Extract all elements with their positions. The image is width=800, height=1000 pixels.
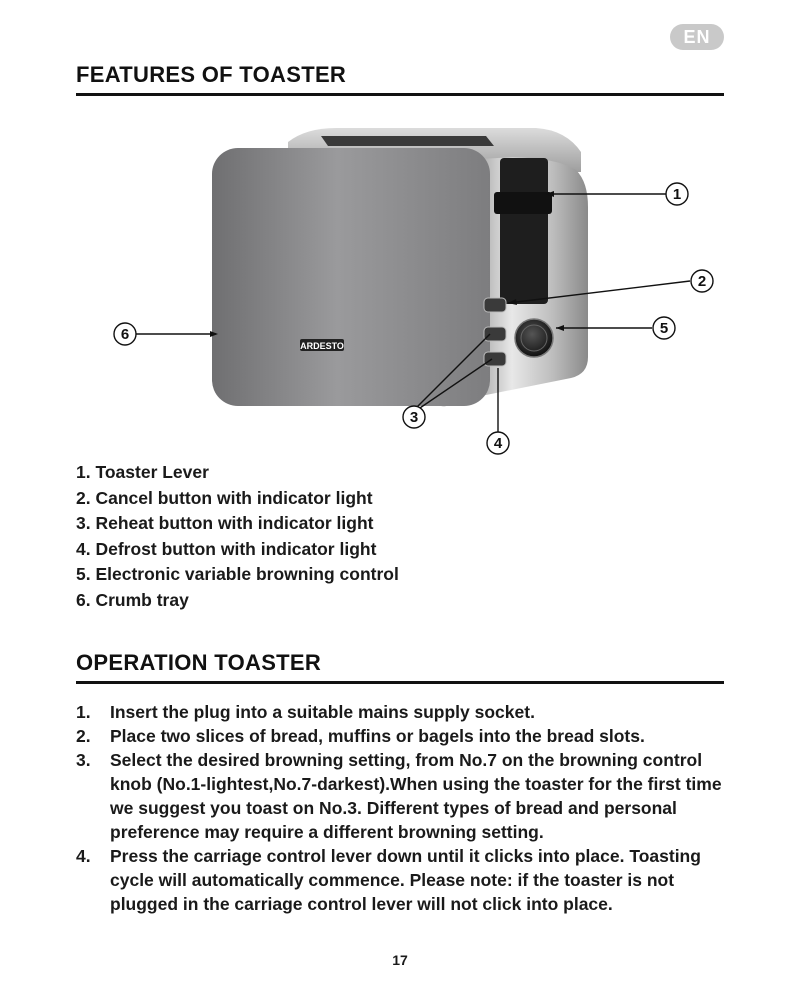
list-item: 5. Electronic variable browning control	[76, 564, 399, 584]
list-item: 2. Cancel button with indicator light	[76, 487, 373, 508]
brand-label: ARDESTO	[300, 341, 344, 351]
callout-5	[653, 317, 675, 339]
page-number: 17	[392, 952, 408, 968]
svg-text:6: 6	[120, 326, 130, 343]
svg-text:1: 1	[672, 186, 682, 203]
list-item	[76, 748, 726, 844]
parts-list	[76, 460, 399, 613]
list-item: 1. Toaster Lever	[76, 462, 209, 482]
lever-slot	[500, 158, 548, 304]
step-number: 1.	[76, 702, 91, 722]
step-text: Place two slices of bread, muffins or bagels into the bread slots.	[110, 726, 645, 746]
callout-6	[114, 323, 136, 345]
svg-text:3: 3	[409, 409, 419, 426]
bread-slot-back	[321, 136, 494, 146]
callout-1	[666, 183, 688, 205]
toaster-lever	[494, 192, 552, 214]
list-item: 6. Crumb tray	[76, 589, 189, 610]
callout-4	[487, 432, 509, 454]
svg-text:4: 4	[493, 435, 503, 452]
callout-3	[403, 406, 425, 428]
callout-2	[691, 270, 713, 292]
svg-text:2: 2	[697, 273, 707, 290]
list-item: 4. Defrost button with indicator light	[76, 538, 377, 559]
language-badge: EN	[670, 24, 724, 50]
list-item	[76, 844, 726, 916]
features-divider	[76, 93, 724, 96]
toaster-figure	[76, 112, 724, 462]
step-number: 2.	[76, 726, 91, 746]
step-number: 4.	[76, 846, 91, 866]
step-number: 3.	[76, 750, 91, 770]
step-text: Select the desired browning setting, from No.7 on the browning control knob (No.1-lightest,No.7-darkest).When using the toaster for the first time we suggest you toast on No.3. Different types of bread and personal preference may require a different browning setting.	[110, 750, 722, 842]
list-item	[76, 724, 726, 748]
step-text: Press the carriage control lever down until it clicks into place. Toasting cycle will automatically commence. Please note: if the toaster is not plugged in the carriage control lever will not click into place.	[110, 846, 701, 914]
toaster-body	[212, 148, 490, 406]
reheat-button-shape	[484, 327, 506, 341]
cancel-button-shape	[484, 298, 506, 312]
operation-title: OPERATION TOASTER	[76, 650, 322, 675]
features-title: FEATURES OF TOASTER	[76, 62, 347, 87]
operation-steps	[76, 700, 726, 916]
defrost-button-shape	[484, 352, 506, 366]
svg-text:5: 5	[659, 320, 669, 337]
toaster-diagram	[76, 112, 724, 462]
operation-divider	[76, 681, 724, 684]
list-item: 3. Reheat button with indicator light	[76, 513, 374, 533]
list-item	[76, 700, 726, 724]
step-text: Insert the plug into a suitable mains supply socket.	[110, 702, 535, 722]
